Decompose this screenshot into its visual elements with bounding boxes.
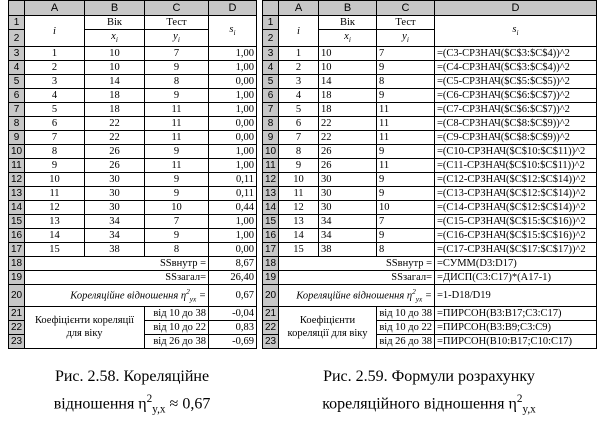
table-row [263,159,597,173]
table-row [9,89,257,103]
row-header[interactable]: 9 [9,131,25,145]
ss-within-label[interactable]: SSвнутр = [279,257,435,271]
index-cell[interactable]: 11 [279,187,319,201]
index-cell[interactable]: 12 [25,201,85,215]
header-xi-cell[interactable]: $x_i$ [85,30,145,47]
row-header[interactable]: 22 [263,320,279,334]
index-cell[interactable]: 3 [25,75,85,89]
eta-value[interactable]: 0,67 [209,285,257,307]
test-cell[interactable]: 7 [145,215,209,229]
formula-cell[interactable]: =(C6-СРЗНАЧ($C$6:$C$7))^2 [435,89,597,103]
row-header[interactable]: 20 [263,285,279,307]
row-header[interactable]: 3 [9,47,25,61]
age-cell[interactable]: 30 [85,201,145,215]
header-xi-cell[interactable]: $x_i$ [319,30,377,47]
ss-total-label[interactable]: SSзагал= [279,271,435,285]
formula-cell[interactable]: =(C7-СРЗНАЧ($C$6:$C$7))^2 [435,103,597,117]
test-cell[interactable]: 9 [377,145,435,159]
index-cell[interactable]: 9 [279,159,319,173]
index-cell[interactable]: 8 [25,145,85,159]
row-header[interactable]: 12 [263,173,279,187]
corr-formula[interactable]: =ПИРСОН(B10:B17;C10:C17) [435,334,597,348]
index-cell[interactable]: 3 [279,75,319,89]
value-cell[interactable]: 0,00 [209,131,257,145]
test-cell[interactable]: 9 [377,89,435,103]
index-cell[interactable]: 10 [279,173,319,187]
age-cell[interactable]: 14 [319,75,377,89]
row-header[interactable]: 11 [9,159,25,173]
row-header[interactable]: 19 [263,271,279,285]
row-header[interactable]: 15 [9,215,25,229]
header-test-cell[interactable]: Тест [377,16,435,30]
corner-cell[interactable] [9,1,25,16]
row-header[interactable]: 5 [9,75,25,89]
coefficients-label[interactable]: Коефіцієнти кореляції для віку [279,306,377,348]
column-header[interactable]: A [279,1,319,16]
index-cell[interactable]: 4 [25,89,85,103]
value-cell[interactable]: 1,00 [209,103,257,117]
age-cell[interactable]: 30 [85,187,145,201]
test-cell[interactable]: 11 [145,103,209,117]
age-cell[interactable]: 26 [319,159,377,173]
table-row [263,89,597,103]
header-yi-cell[interactable]: $y_i$ [145,30,209,47]
age-cell[interactable]: 26 [85,159,145,173]
age-cell[interactable]: 10 [319,47,377,61]
corr-formula[interactable]: =ПИРСОН(B3:B17;C3:C17) [435,306,597,320]
corr-range[interactable]: від 26 до 38 [377,334,435,348]
corr-value[interactable]: -0,69 [209,334,257,348]
test-cell[interactable]: 10 [377,201,435,215]
table-row [263,201,597,215]
formula-cell[interactable]: =(C10-СРЗНАЧ($C$10:$C$11))^2 [435,145,597,159]
age-cell[interactable]: 10 [319,61,377,75]
test-cell[interactable]: 10 [145,201,209,215]
row-header[interactable]: 18 [9,257,25,271]
test-cell[interactable]: 7 [377,47,435,61]
age-cell[interactable]: 22 [319,131,377,145]
column-header[interactable]: C [145,1,209,16]
formula-cell[interactable]: =(C8-СРЗНАЧ($C$8:$C$9))^2 [435,117,597,131]
column-header[interactable]: D [209,1,257,16]
age-cell[interactable]: 34 [319,229,377,243]
row-header[interactable]: 6 [9,89,25,103]
value-cell[interactable]: 1,00 [209,215,257,229]
value-cell[interactable]: 1,00 [209,61,257,75]
test-cell[interactable]: 9 [145,229,209,243]
value-cell[interactable]: 0,00 [209,75,257,89]
caption-line: Рис. 2.58. Кореляційне [54,368,210,385]
age-cell[interactable]: 22 [85,117,145,131]
index-cell[interactable]: 15 [25,243,85,257]
test-cell[interactable]: 11 [377,117,435,131]
row-header[interactable]: 11 [263,159,279,173]
value-cell[interactable]: 0,11 [209,187,257,201]
table-row [9,47,257,61]
row-header[interactable]: 3 [263,47,279,61]
row-header[interactable]: 15 [263,215,279,229]
table-row [263,145,597,159]
age-cell[interactable]: 22 [319,117,377,131]
test-cell[interactable]: 9 [145,61,209,75]
table-row [9,61,257,75]
row-header[interactable]: 12 [9,173,25,187]
row-header[interactable]: 17 [263,243,279,257]
column-header[interactable]: D [435,1,597,16]
table-row [263,103,597,117]
row-header[interactable]: 2 [263,30,279,47]
spreadsheet-formulas [262,0,597,349]
index-cell[interactable]: 1 [25,47,85,61]
eta-formula[interactable]: =1-D18/D19 [435,285,597,307]
row-header[interactable]: 14 [9,201,25,215]
row-header[interactable]: 10 [263,145,279,159]
row-header[interactable]: 1 [9,16,25,30]
age-cell[interactable]: 34 [85,229,145,243]
age-cell[interactable]: 38 [319,243,377,257]
formula-cell[interactable]: =(C5-СРЗНАЧ($C$5:$C$5))^2 [435,75,597,89]
row-header[interactable]: 5 [263,75,279,89]
ss-within-formula[interactable]: =СУММ(D3:D17) [435,257,597,271]
row-header[interactable]: 19 [9,271,25,285]
table-row [263,61,597,75]
eta-label[interactable]: Кореляційне відношення $\eta^2_{yx}$ = [279,285,435,307]
index-cell[interactable]: 5 [25,103,85,117]
age-cell[interactable]: 30 [319,173,377,187]
figure-caption-1 [8,366,256,421]
test-cell[interactable]: 9 [377,173,435,187]
test-cell[interactable]: 9 [145,173,209,187]
table-row [263,229,597,243]
index-cell[interactable]: 12 [279,201,319,215]
formula-cell[interactable]: =(C3-СРЗНАЧ($C$3:$C$4))^2 [435,47,597,61]
row-header[interactable]: 23 [9,334,25,348]
index-cell[interactable]: 2 [279,61,319,75]
test-cell[interactable]: 9 [145,145,209,159]
caption-line: кореляційного відношення $\eta^2_{y,x}$ [322,393,536,416]
test-cell[interactable]: 9 [377,187,435,201]
header-test-cell[interactable]: Тест [145,16,209,30]
row-header[interactable]: 8 [9,117,25,131]
age-cell[interactable]: 18 [319,89,377,103]
table-row [263,243,597,257]
value-cell[interactable]: 0,00 [209,117,257,131]
index-cell[interactable]: 11 [25,187,85,201]
index-cell[interactable]: 7 [279,131,319,145]
row-header[interactable]: 16 [263,229,279,243]
column-header[interactable]: B [85,1,145,16]
age-cell[interactable]: 18 [319,103,377,117]
value-cell[interactable]: 1,00 [209,159,257,173]
index-cell[interactable]: 8 [279,145,319,159]
corner-cell[interactable] [263,1,279,16]
row-header[interactable]: 14 [263,201,279,215]
header-age-cell[interactable]: Вік [319,16,377,30]
age-cell[interactable]: 30 [319,187,377,201]
column-header[interactable]: A [25,1,85,16]
table-row [9,201,257,215]
row-header[interactable]: 17 [9,243,25,257]
test-cell[interactable]: 9 [377,229,435,243]
age-cell[interactable]: 30 [319,201,377,215]
formula-cell[interactable]: =(C11-СРЗНАЧ($C$10:$C$11))^2 [435,159,597,173]
corr-value[interactable]: -0,04 [209,306,257,320]
corr-range[interactable]: від 10 до 38 [377,306,435,320]
table-row [9,215,257,229]
caption-line: відношення $\eta^2_{y,x} \approx 0,67$ [53,393,211,416]
test-cell[interactable]: 11 [145,117,209,131]
index-cell[interactable]: 14 [25,229,85,243]
test-cell[interactable]: 8 [377,243,435,257]
table-row [263,75,597,89]
header-i-cell[interactable]: i [279,16,319,47]
row-header[interactable]: 18 [263,257,279,271]
formula-cell[interactable]: =(C16-СРЗНАЧ($C$15:$C$16))^2 [435,229,597,243]
value-cell[interactable]: 1,00 [209,145,257,159]
ss-within-value[interactable]: 8,67 [209,257,257,271]
index-cell[interactable]: 7 [25,131,85,145]
age-cell[interactable]: 34 [319,215,377,229]
index-cell[interactable]: 6 [25,117,85,131]
test-cell[interactable]: 11 [377,159,435,173]
table-row [263,215,597,229]
row-header[interactable]: 6 [263,89,279,103]
row-header[interactable]: 10 [9,145,25,159]
table-row [263,47,597,61]
table-row [9,173,257,187]
test-cell[interactable]: 11 [377,131,435,145]
table-row [9,145,257,159]
age-cell[interactable]: 38 [85,243,145,257]
row-header[interactable]: 23 [263,334,279,348]
row-header[interactable]: 20 [9,285,25,307]
row-header[interactable]: 1 [263,16,279,30]
coefficients-label[interactable]: Коефіцієнти кореляції для віку [25,306,145,348]
row-header[interactable]: 8 [263,117,279,131]
test-cell[interactable]: 8 [377,75,435,89]
caption-line: Рис. 2.59. Формули розрахунку [323,368,535,385]
index-cell[interactable]: 2 [25,61,85,75]
age-cell[interactable]: 26 [319,145,377,159]
row-header[interactable]: 21 [9,306,25,320]
table-row [9,187,257,201]
table-row [263,117,597,131]
row-header[interactable]: 13 [9,187,25,201]
index-cell[interactable]: 13 [279,215,319,229]
corr-range[interactable]: від 10 до 22 [377,320,435,334]
header-si-cell[interactable]: $s_i$ [435,16,597,47]
formula-cell[interactable]: =(C15-СРЗНАЧ($C$15:$C$16))^2 [435,215,597,229]
formula-cell[interactable]: =(C14-СРЗНАЧ($C$12:$C$14))^2 [435,201,597,215]
ss-total-formula[interactable]: =ДИСП(C3:C17)*(A17-1) [435,271,597,285]
index-cell[interactable]: 4 [279,89,319,103]
test-cell[interactable]: 9 [377,61,435,75]
test-cell[interactable]: 11 [145,131,209,145]
header-i-cell[interactable]: i [25,16,85,47]
header-si-cell[interactable]: $s_i$ [209,16,257,47]
corr-value[interactable]: 0,83 [209,320,257,334]
row-header[interactable]: 16 [9,229,25,243]
figure-caption-2 [262,366,596,421]
row-header[interactable]: 21 [263,306,279,320]
value-cell[interactable]: 0,11 [209,173,257,187]
ss-within-label[interactable]: SSвнутр = [25,257,209,271]
age-cell[interactable]: 34 [85,215,145,229]
age-cell[interactable]: 18 [85,103,145,117]
index-cell[interactable]: 9 [25,159,85,173]
test-cell[interactable]: 9 [145,187,209,201]
table-row [263,187,597,201]
index-cell[interactable]: 5 [279,103,319,117]
value-cell[interactable]: 1,00 [209,47,257,61]
age-cell[interactable]: 10 [85,61,145,75]
table-row [9,131,257,145]
table-row [9,117,257,131]
age-cell[interactable]: 22 [85,131,145,145]
corr-range[interactable]: від 10 до 22 [145,320,209,334]
age-cell[interactable]: 30 [85,173,145,187]
value-cell[interactable]: 1,00 [209,89,257,103]
index-cell[interactable]: 13 [25,215,85,229]
row-header[interactable]: 22 [9,320,25,334]
index-cell[interactable]: 14 [279,229,319,243]
test-cell[interactable]: 8 [145,75,209,89]
corr-range[interactable]: від 10 до 38 [145,306,209,320]
index-cell[interactable]: 15 [279,243,319,257]
age-cell[interactable]: 14 [85,75,145,89]
test-cell[interactable]: 7 [377,215,435,229]
test-cell[interactable]: 7 [145,47,209,61]
eta-label[interactable]: Кореляційне відношення $\eta^2_{yx}$ = [25,285,209,307]
table-row [9,159,257,173]
table-row [9,229,257,243]
table-row [9,103,257,117]
test-cell[interactable]: 11 [145,159,209,173]
formula-cell[interactable]: =(C17-СРЗНАЧ($C$17:$C$17))^2 [435,243,597,257]
test-cell[interactable]: 9 [145,89,209,103]
age-cell[interactable]: 26 [85,145,145,159]
value-cell[interactable]: 0,00 [209,243,257,257]
index-cell[interactable]: 6 [279,117,319,131]
row-header[interactable]: 2 [9,30,25,47]
formula-cell[interactable]: =(C13-СРЗНАЧ($C$12:$C$14))^2 [435,187,597,201]
spreadsheet-values [8,0,257,349]
row-header[interactable]: 7 [263,103,279,117]
header-yi-cell[interactable]: $y_i$ [377,30,435,47]
age-cell[interactable]: 10 [85,47,145,61]
value-cell[interactable]: 1,00 [209,229,257,243]
column-header[interactable]: C [377,1,435,16]
test-cell[interactable]: 11 [377,103,435,117]
row-header[interactable]: 4 [263,61,279,75]
formula-cell[interactable]: =(C4-СРЗНАЧ($C$3:$C$4))^2 [435,61,597,75]
index-cell[interactable]: 10 [25,173,85,187]
row-header[interactable]: 4 [9,61,25,75]
table-row [263,131,597,145]
formula-cell[interactable]: =(C12-СРЗНАЧ($C$12:$C$14))^2 [435,173,597,187]
table-row [9,75,257,89]
ss-total-label[interactable]: SSзагал= [25,271,209,285]
column-header[interactable]: B [319,1,377,16]
corr-formula[interactable]: =ПИРСОН(B3:B9;C3:C9) [435,320,597,334]
formula-cell[interactable]: =(C9-СРЗНАЧ($C$8:$C$9))^2 [435,131,597,145]
value-cell[interactable]: 0,44 [209,201,257,215]
age-cell[interactable]: 18 [85,89,145,103]
header-age-cell[interactable]: Вік [85,16,145,30]
index-cell[interactable]: 1 [279,47,319,61]
table-row [9,243,257,257]
test-cell[interactable]: 8 [145,243,209,257]
table-row [263,173,597,187]
corr-range[interactable]: від 26 до 38 [145,334,209,348]
row-header[interactable]: 9 [263,131,279,145]
row-header[interactable]: 13 [263,187,279,201]
ss-total-value[interactable]: 26,40 [209,271,257,285]
row-header[interactable]: 7 [9,103,25,117]
